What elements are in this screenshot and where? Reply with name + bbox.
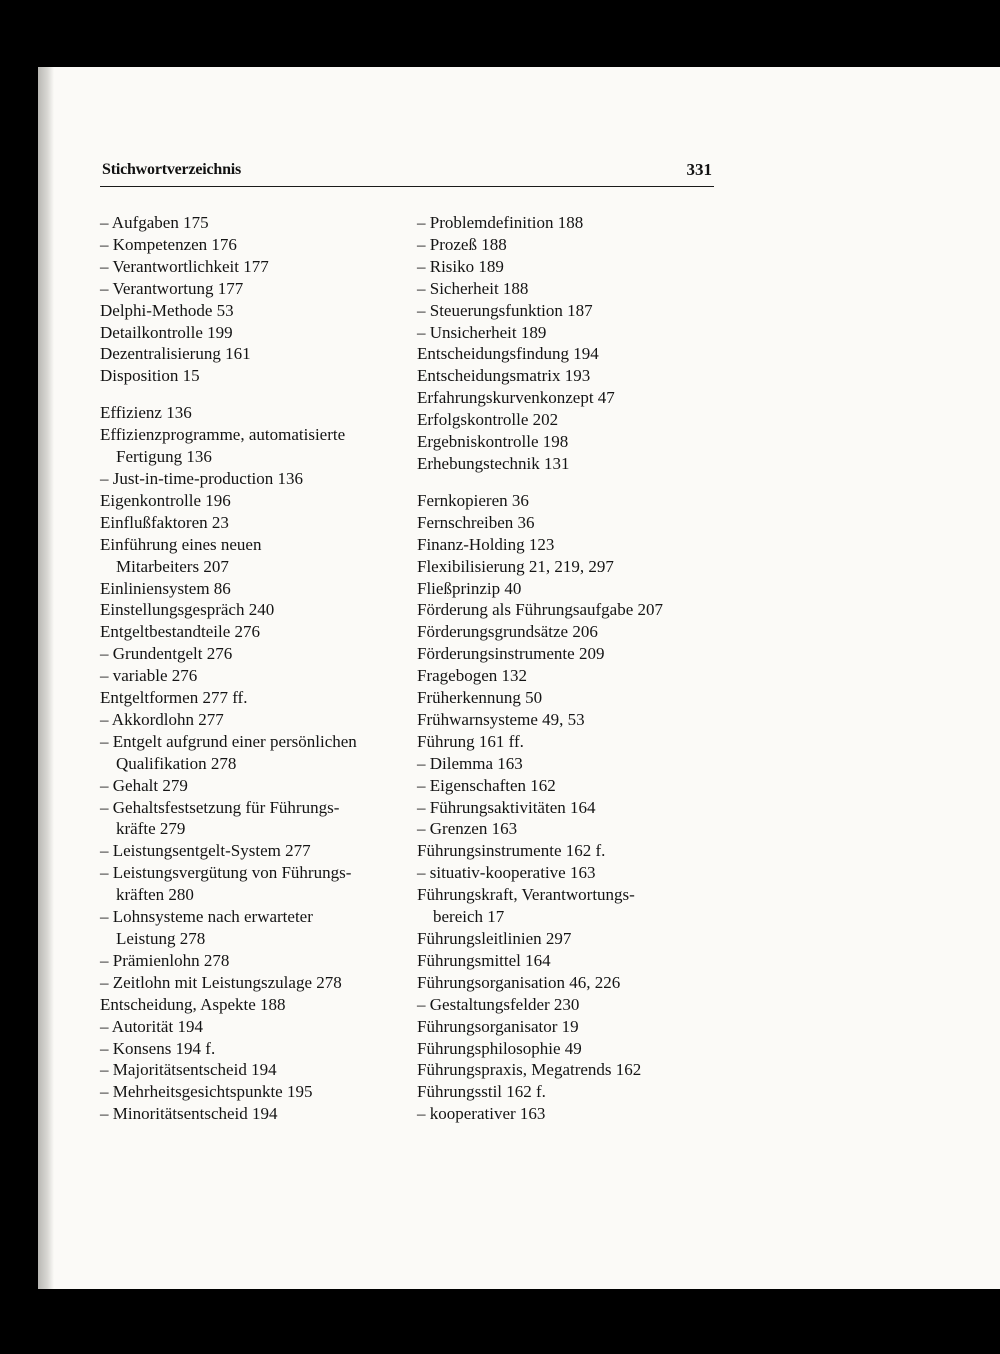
index-entry: Dezentralisierung 161 [100,344,251,364]
index-entry: – Führungsaktivitäten 164 [417,797,596,817]
index-entry: Ergebniskontrolle 198 [417,432,569,452]
index-entry: Fernkopieren 36 [417,490,529,510]
index-entry: Entscheidungsfindung 194 [417,344,599,364]
index-entry: Detailkontrolle 199 [100,322,233,342]
index-entry: Führungsmittel 164 [417,950,551,970]
index-entry: – Verantwortung 177 [100,278,244,298]
index-entry: Förderungsgrundsätze 206 [417,622,598,642]
index-entry: Führungsorganisator 19 [417,1016,579,1036]
index-entry: – Gehalt 279 [100,775,188,795]
index-entry: Frühwarnsysteme 49, 53 [417,709,585,729]
index-entry: Einflußfaktoren 23 [100,512,229,532]
index-entry: – Akkordlohn 277 [100,709,224,729]
index-entry: Entscheidungsmatrix 193 [417,366,591,386]
index-entry: Führungsstil 162 f. [417,1082,546,1102]
index-entry: – Mehrheitsgesichtspunkte 195 [100,1082,313,1102]
index-entry: Förderungsinstrumente 209 [417,644,605,664]
index-entry: – Kompetenzen 176 [100,234,237,254]
index-entry: Erfahrungskurvenkonzept 47 [417,388,615,408]
index-entry: Einführung eines neuen [100,534,262,554]
index-entry: Erfolgskontrolle 202 [417,410,559,430]
index-entry: – Grenzen 163 [417,819,518,839]
index-entry: – Prozeß 188 [417,234,507,254]
running-header [100,160,714,187]
index-entry: Eigenkontrolle 196 [100,490,231,510]
header-title: Stichwortverzeichnis [102,161,242,178]
index-entry: Effizienz 136 [100,403,192,423]
page-number: 331 [686,160,712,179]
index-entry: Finanz-Holding 123 [417,534,555,554]
index-entry: – situativ-kooperative 163 [417,863,596,883]
index-entry: Entgeltformen 277 ff. [100,688,248,708]
index-entry: – Leistungsvergütung von Führungs- [100,863,352,883]
index-entry: Mitarbeiters 207 [116,556,229,576]
index-entry: – Sicherheit 188 [417,278,529,298]
index-entry: Einstellungsgespräch 240 [100,600,275,620]
index-entry: Führungsphilosophie 49 [417,1038,582,1058]
index-entry: – Autorität 194 [100,1016,203,1036]
index-entry: Fließprinzip 40 [417,578,522,598]
index-entry: Führung 161 ff. [417,731,524,751]
index-entry: Leistung 278 [116,929,206,948]
index-entry: – Problemdefinition 188 [417,213,584,232]
index-entry: Fernschreiben 36 [417,512,535,532]
index-entry: Delphi-Methode 53 [100,300,234,320]
index-entry: – Aufgaben 175 [100,213,209,232]
index-entry: – Risiko 189 [417,256,504,276]
index-entry: Entscheidung, Aspekte 188 [100,994,286,1014]
index-column-right [417,212,737,1125]
index-entry: bereich 17 [433,907,505,927]
index-entry: Förderung als Führungsaufgabe 207 [417,600,663,620]
index-entry: – Gehaltsfestsetzung für Führungs- [100,797,340,817]
index-entry: – Prämienlohn 278 [100,950,230,970]
index-entry: Führungsinstrumente 162 f. [417,841,606,861]
index-entry: Erhebungstechnik 131 [417,453,570,473]
index-entry: – Majoritätsentscheid 194 [100,1060,277,1080]
index-entry: Effizienzprogramme, automatisierte [100,425,346,445]
index-entry: – variable 276 [100,666,198,686]
index-entry: Führungskraft, Verantwortungs- [417,885,635,905]
index-entry: – Steuerungsfunktion 187 [417,300,593,320]
index-entry: Fragebogen 132 [417,666,528,686]
book-page [38,67,1000,1289]
index-entry: Fertigung 136 [116,447,212,467]
index-entry: Entgeltbestandteile 276 [100,622,261,642]
index-entry: Früherkennung 50 [417,688,543,708]
index-entry: Führungsorganisation 46, 226 [417,972,621,992]
index-entry: – Dilemma 163 [417,753,523,773]
index-entry: – Gestaltungsfelder 230 [417,994,580,1014]
index-entry: – Just-in-time-production 136 [100,468,304,488]
index-entry: kräften 280 [116,885,194,905]
index-entry: – Grundentgelt 276 [100,644,233,664]
index-entry: – Eigenschaften 162 [417,775,556,795]
letter-group-gap [417,475,737,490]
index-entry: – Konsens 194 f. [100,1038,216,1058]
index-entry: – Minoritätsentscheid 194 [100,1104,278,1124]
index-entry: Führungspraxis, Megatrends 162 [417,1060,642,1080]
index-entry: – Unsicherheit 189 [417,322,547,342]
index-entry: Flexibilisierung 21, 219, 297 [417,556,614,576]
index-entry: – Leistungsentgelt-System 277 [100,841,311,861]
index-entry: – Lohnsysteme nach erwarteter [100,907,313,927]
index-entry: – Verantwortlichkeit 177 [100,256,269,276]
index-entry: – Entgelt aufgrund einer persönlichen [100,731,357,751]
index-column-left [100,212,430,1125]
letter-group-gap [100,387,430,402]
index-entry: Einliniensystem 86 [100,578,231,598]
index-entry: kräfte 279 [116,819,186,839]
index-entry: – Zeitlohn mit Leistungszulage 278 [100,972,342,992]
index-entry: – kooperativer 163 [417,1104,546,1124]
index-entry: Qualifikation 278 [116,753,237,773]
page-spine-shadow [38,67,54,1289]
index-entry: Disposition 15 [100,366,200,386]
index-entry: Führungsleitlinien 297 [417,929,572,948]
